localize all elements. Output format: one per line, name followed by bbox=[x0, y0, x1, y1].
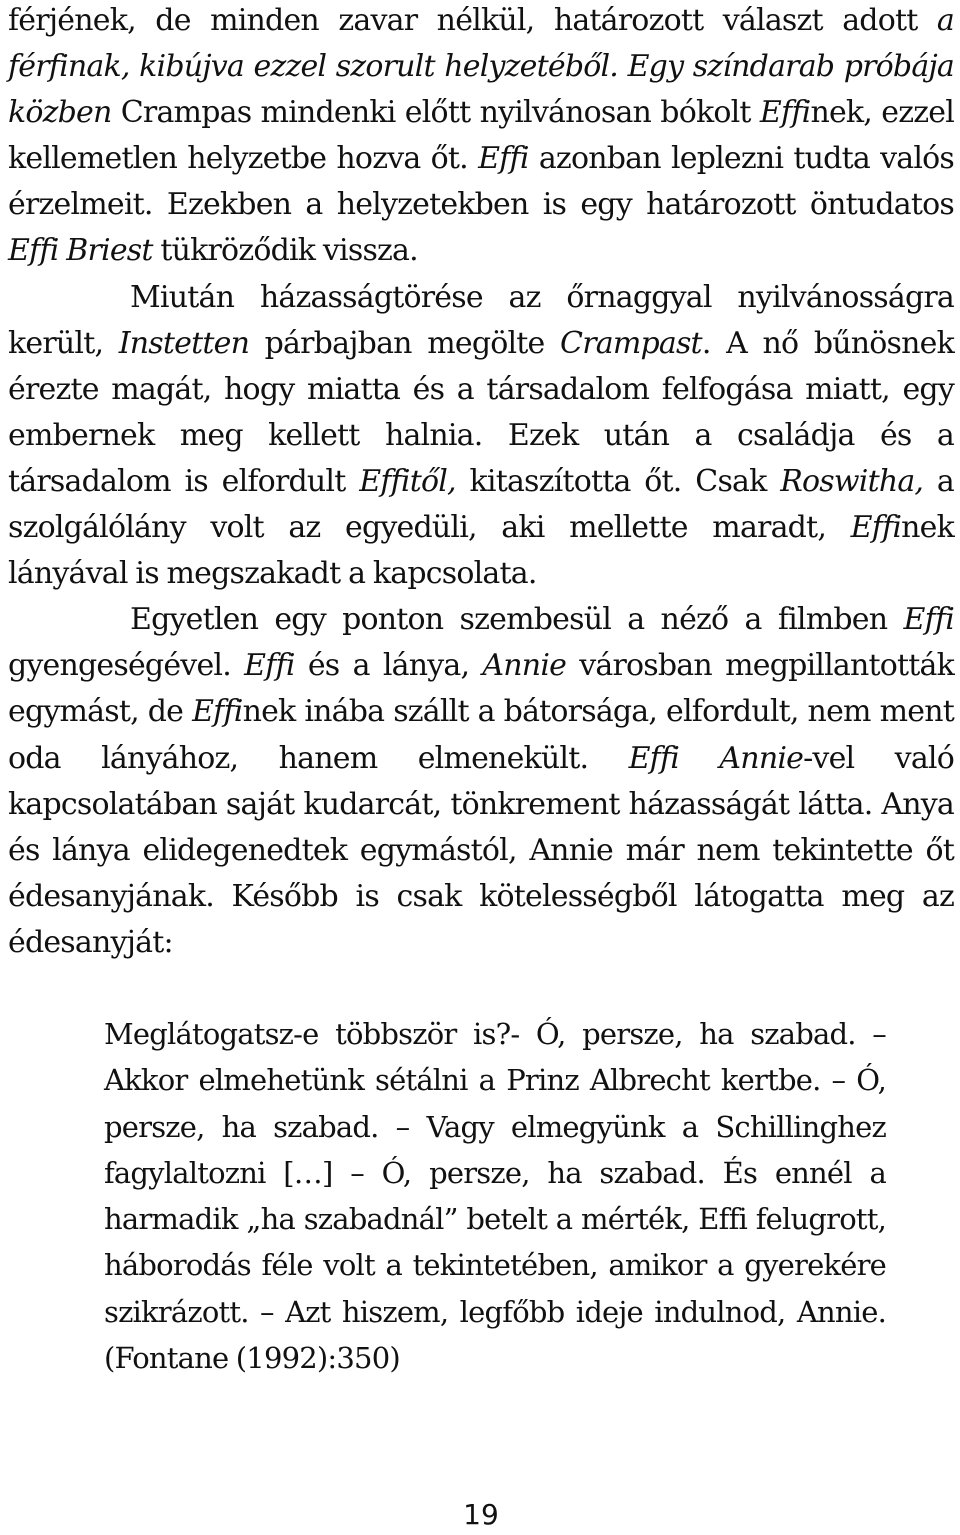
text-run: Egyetlen egy ponton szembesül a néző a filmben bbox=[130, 602, 904, 638]
text-run: azonban leplezni tudta valós érzelmeit. Ezekben a helyzetekben is egy határozott öntudatos bbox=[8, 141, 955, 223]
text-run: párbajban megölte bbox=[249, 325, 561, 361]
text-run-italic: Effitől, bbox=[359, 463, 456, 499]
text-run: . A nő bűnösnek érezte magát, hogy miatta és a társadalom felfogása miatt, egy embernek meg kellett halnia. Ezek után a családja és a társadalom is elfordult bbox=[8, 325, 954, 499]
text-run: és a lánya, bbox=[294, 648, 483, 684]
text-run: férjének, de minden zavar nélkül, határozott választ adott bbox=[8, 3, 937, 38]
page-number: 19 bbox=[463, 1498, 499, 1531]
document-page bbox=[8, 0, 954, 1532]
text-run-italic: Effi bbox=[759, 95, 811, 131]
text-run-italic: Annie bbox=[482, 648, 567, 684]
text-run: tükröződik vissza. bbox=[152, 233, 418, 269]
text-run-italic: Effi bbox=[850, 510, 902, 546]
text-run: Miután házasságtörése az őrnaggyal nyilvánosságra került, bbox=[8, 279, 954, 361]
block-quote: Meglátogatsz-e többször is?- Ó, persze, ha szabad. – Akkor elmehetünk sétálni a Prinz Albrecht kertbe. – Ó, persze, ha szabad. – Vagy elmegyünk a Schillinghez fagylaltozni […] – Ó, persze, ha szabad. És ennél a harmadik „ha szabadnál” betelt a mérték, Effi felugrott, háborodás féle volt a tekintetében, amikor a gyerekére szikrázott. – Azt hiszem, legfőbb ideje indulnod, Annie. (Fontane (1992):350) bbox=[104, 1017, 886, 1376]
text-run-italic: Instetten bbox=[118, 325, 250, 361]
text-run: városban megpillantották egymást, de bbox=[8, 648, 954, 730]
text-run-italic: Roswitha, bbox=[780, 463, 924, 499]
paragraph-1 bbox=[8, 0, 954, 275]
text-run-italic: Effi bbox=[192, 694, 243, 730]
text-run: kitaszította őt. Csak bbox=[455, 463, 781, 499]
text-run-italic: Effi bbox=[244, 648, 295, 684]
text-run: a szolgálólány volt az egyedüli, aki mellette maradt, bbox=[8, 463, 955, 546]
text-run-italic: Effi bbox=[903, 602, 954, 638]
text-run: gyengeségével. bbox=[8, 648, 245, 684]
text-run-italic: Effi Annie bbox=[628, 740, 804, 776]
text-run-italic: Crampast bbox=[560, 325, 702, 361]
paragraph-2 bbox=[8, 275, 954, 598]
text-run: Crampas mindenki előtt nyilvánosan bókolt bbox=[111, 95, 760, 131]
body-text bbox=[8, 0, 954, 966]
text-run: nek, ezzel kellemetlen helyzetbe hozva őt. bbox=[8, 95, 954, 177]
text-run-italic: Effi Briest bbox=[8, 233, 153, 269]
text-run-italic: a férfinak, kibújva ezzel szorult helyzetéből. Egy színdarab próbája közben bbox=[8, 3, 954, 131]
text-run: nek inába szállt a bátorsága, elfordult, nem ment oda lányához, hanem elmenekült. bbox=[8, 694, 954, 776]
text-run: -vel való kapcsolatában saját kudarcát, tönkrement házasságát látta. Anya és lánya elidegenedtek egymástól, Annie már nem tekintette őt édesanyjának. Később is csak kötelességből látogatta meg az édesanyját: bbox=[8, 740, 954, 960]
text-run-italic: Effi bbox=[478, 141, 529, 177]
text-run: nek lányával is megszakadt a kapcsolata. bbox=[8, 510, 954, 592]
paragraph-3 bbox=[8, 597, 954, 966]
